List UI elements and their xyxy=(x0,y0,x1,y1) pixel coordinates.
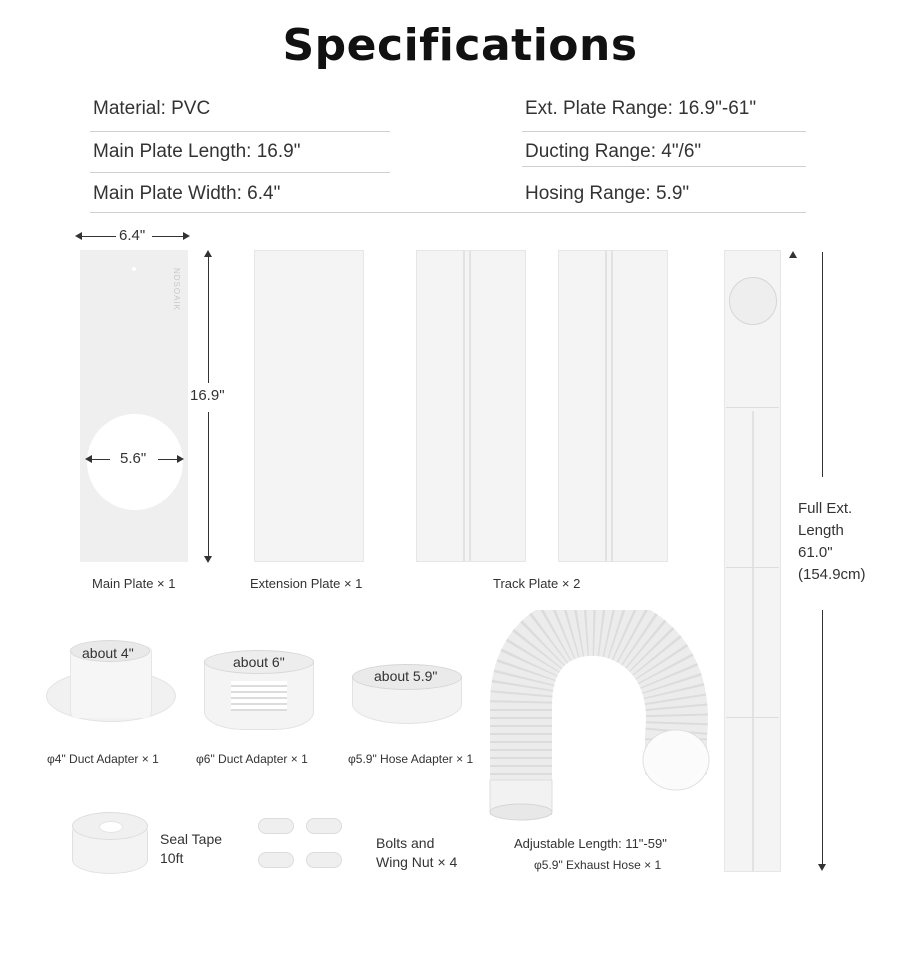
arrow-up-icon xyxy=(789,251,797,258)
spec-divider xyxy=(90,212,806,213)
track-groove xyxy=(469,251,471,561)
spec-ext-plate-range: Ext. Plate Range: 16.9"-61" xyxy=(525,98,757,119)
full-ext-line: (154.9cm) xyxy=(798,566,866,583)
spec-material: Material: PVC xyxy=(93,98,211,119)
track-plate-caption: Track Plate × 2 xyxy=(493,576,581,591)
hose-adapter-caption: φ5.9" Hose Adapter × 1 xyxy=(348,752,474,766)
spec-hosing-range: Hosing Range: 5.9" xyxy=(525,183,690,204)
length-dim-line xyxy=(208,256,209,383)
wing-nut-icon xyxy=(306,818,342,834)
wing-nut-icon xyxy=(258,852,294,868)
full-ext-label xyxy=(798,498,866,586)
wing-nut-icon xyxy=(258,818,294,834)
full-length-dim-line xyxy=(822,610,823,864)
main-plate-width-label: 6.4" xyxy=(119,227,146,244)
width-dim-line xyxy=(80,236,116,237)
full-ext-line: Full Ext. xyxy=(798,500,853,517)
seal-tape-line: 10ft xyxy=(160,850,184,866)
full-extension-assembly xyxy=(724,250,781,872)
hole-dim-line xyxy=(90,459,110,460)
spec-divider xyxy=(90,172,390,173)
spec-divider xyxy=(522,166,806,167)
full-ext-line: Length xyxy=(798,522,844,539)
hose-adapter-dim: about 5.9" xyxy=(374,668,438,684)
page-title: Specifications xyxy=(282,20,638,71)
track-groove xyxy=(605,251,607,561)
duct-adapter-6-dim: about 6" xyxy=(233,654,285,670)
length-dim-line xyxy=(208,412,209,557)
main-plate xyxy=(80,250,188,562)
spec-main-plate-length: Main Plate Length: 16.9" xyxy=(93,141,301,162)
grille xyxy=(231,681,287,711)
seal-tape-line: Seal Tape xyxy=(160,831,223,847)
arrow-left-icon xyxy=(85,455,92,463)
section-seam xyxy=(726,717,779,718)
duct-adapter-4-dim: about 4" xyxy=(82,645,134,661)
bolts-label xyxy=(376,834,457,872)
duct-adapter-4-caption: φ4" Duct Adapter × 1 xyxy=(47,752,159,766)
seal-tape-core xyxy=(99,821,123,833)
extension-plate-caption: Extension Plate × 1 xyxy=(250,576,363,591)
hose-caption: φ5.9" Exhaust Hose × 1 xyxy=(534,858,662,872)
wing-nut-icon xyxy=(306,852,342,868)
track-groove xyxy=(611,251,613,561)
bolts-line: Wing Nut × 4 xyxy=(376,854,458,870)
hose-length-caption: Adjustable Length: 11"-59" xyxy=(514,836,667,851)
hole-dim-label: 5.6" xyxy=(120,450,147,467)
section-seam xyxy=(726,407,779,408)
seal-tape-top xyxy=(72,812,148,840)
seal-tape-label xyxy=(160,830,222,868)
bolts-line: Bolts and xyxy=(376,835,435,851)
track-plate xyxy=(558,250,668,562)
arrow-down-icon xyxy=(818,864,826,871)
spec-ducting-range: Ducting Range: 4"/6" xyxy=(525,141,702,162)
hose-opening xyxy=(729,277,777,325)
spec-divider xyxy=(90,131,390,132)
spec-main-plate-width: Main Plate Width: 6.4" xyxy=(93,183,281,204)
full-ext-line: 61.0" xyxy=(798,544,833,561)
main-plate-caption: Main Plate × 1 xyxy=(92,576,176,591)
arrow-right-icon xyxy=(177,455,184,463)
main-plate-length-label: 16.9" xyxy=(190,387,225,404)
arrow-right-icon xyxy=(183,232,190,240)
arrow-down-icon xyxy=(204,556,212,563)
full-length-dim-line xyxy=(822,252,823,477)
arrow-left-icon xyxy=(75,232,82,240)
duct-adapter-6-caption: φ6" Duct Adapter × 1 xyxy=(196,752,308,766)
brand-mark: NDSOAIK xyxy=(172,268,181,312)
extension-plate xyxy=(254,250,364,562)
spec-divider xyxy=(522,131,806,132)
track-groove xyxy=(752,411,754,871)
track-plate xyxy=(416,250,526,562)
screw-hole xyxy=(132,267,136,271)
hole-dim-line xyxy=(158,459,178,460)
width-dim-line xyxy=(152,236,184,237)
section-seam xyxy=(726,567,779,568)
exhaust-hose-image xyxy=(486,610,711,830)
track-groove xyxy=(463,251,465,561)
